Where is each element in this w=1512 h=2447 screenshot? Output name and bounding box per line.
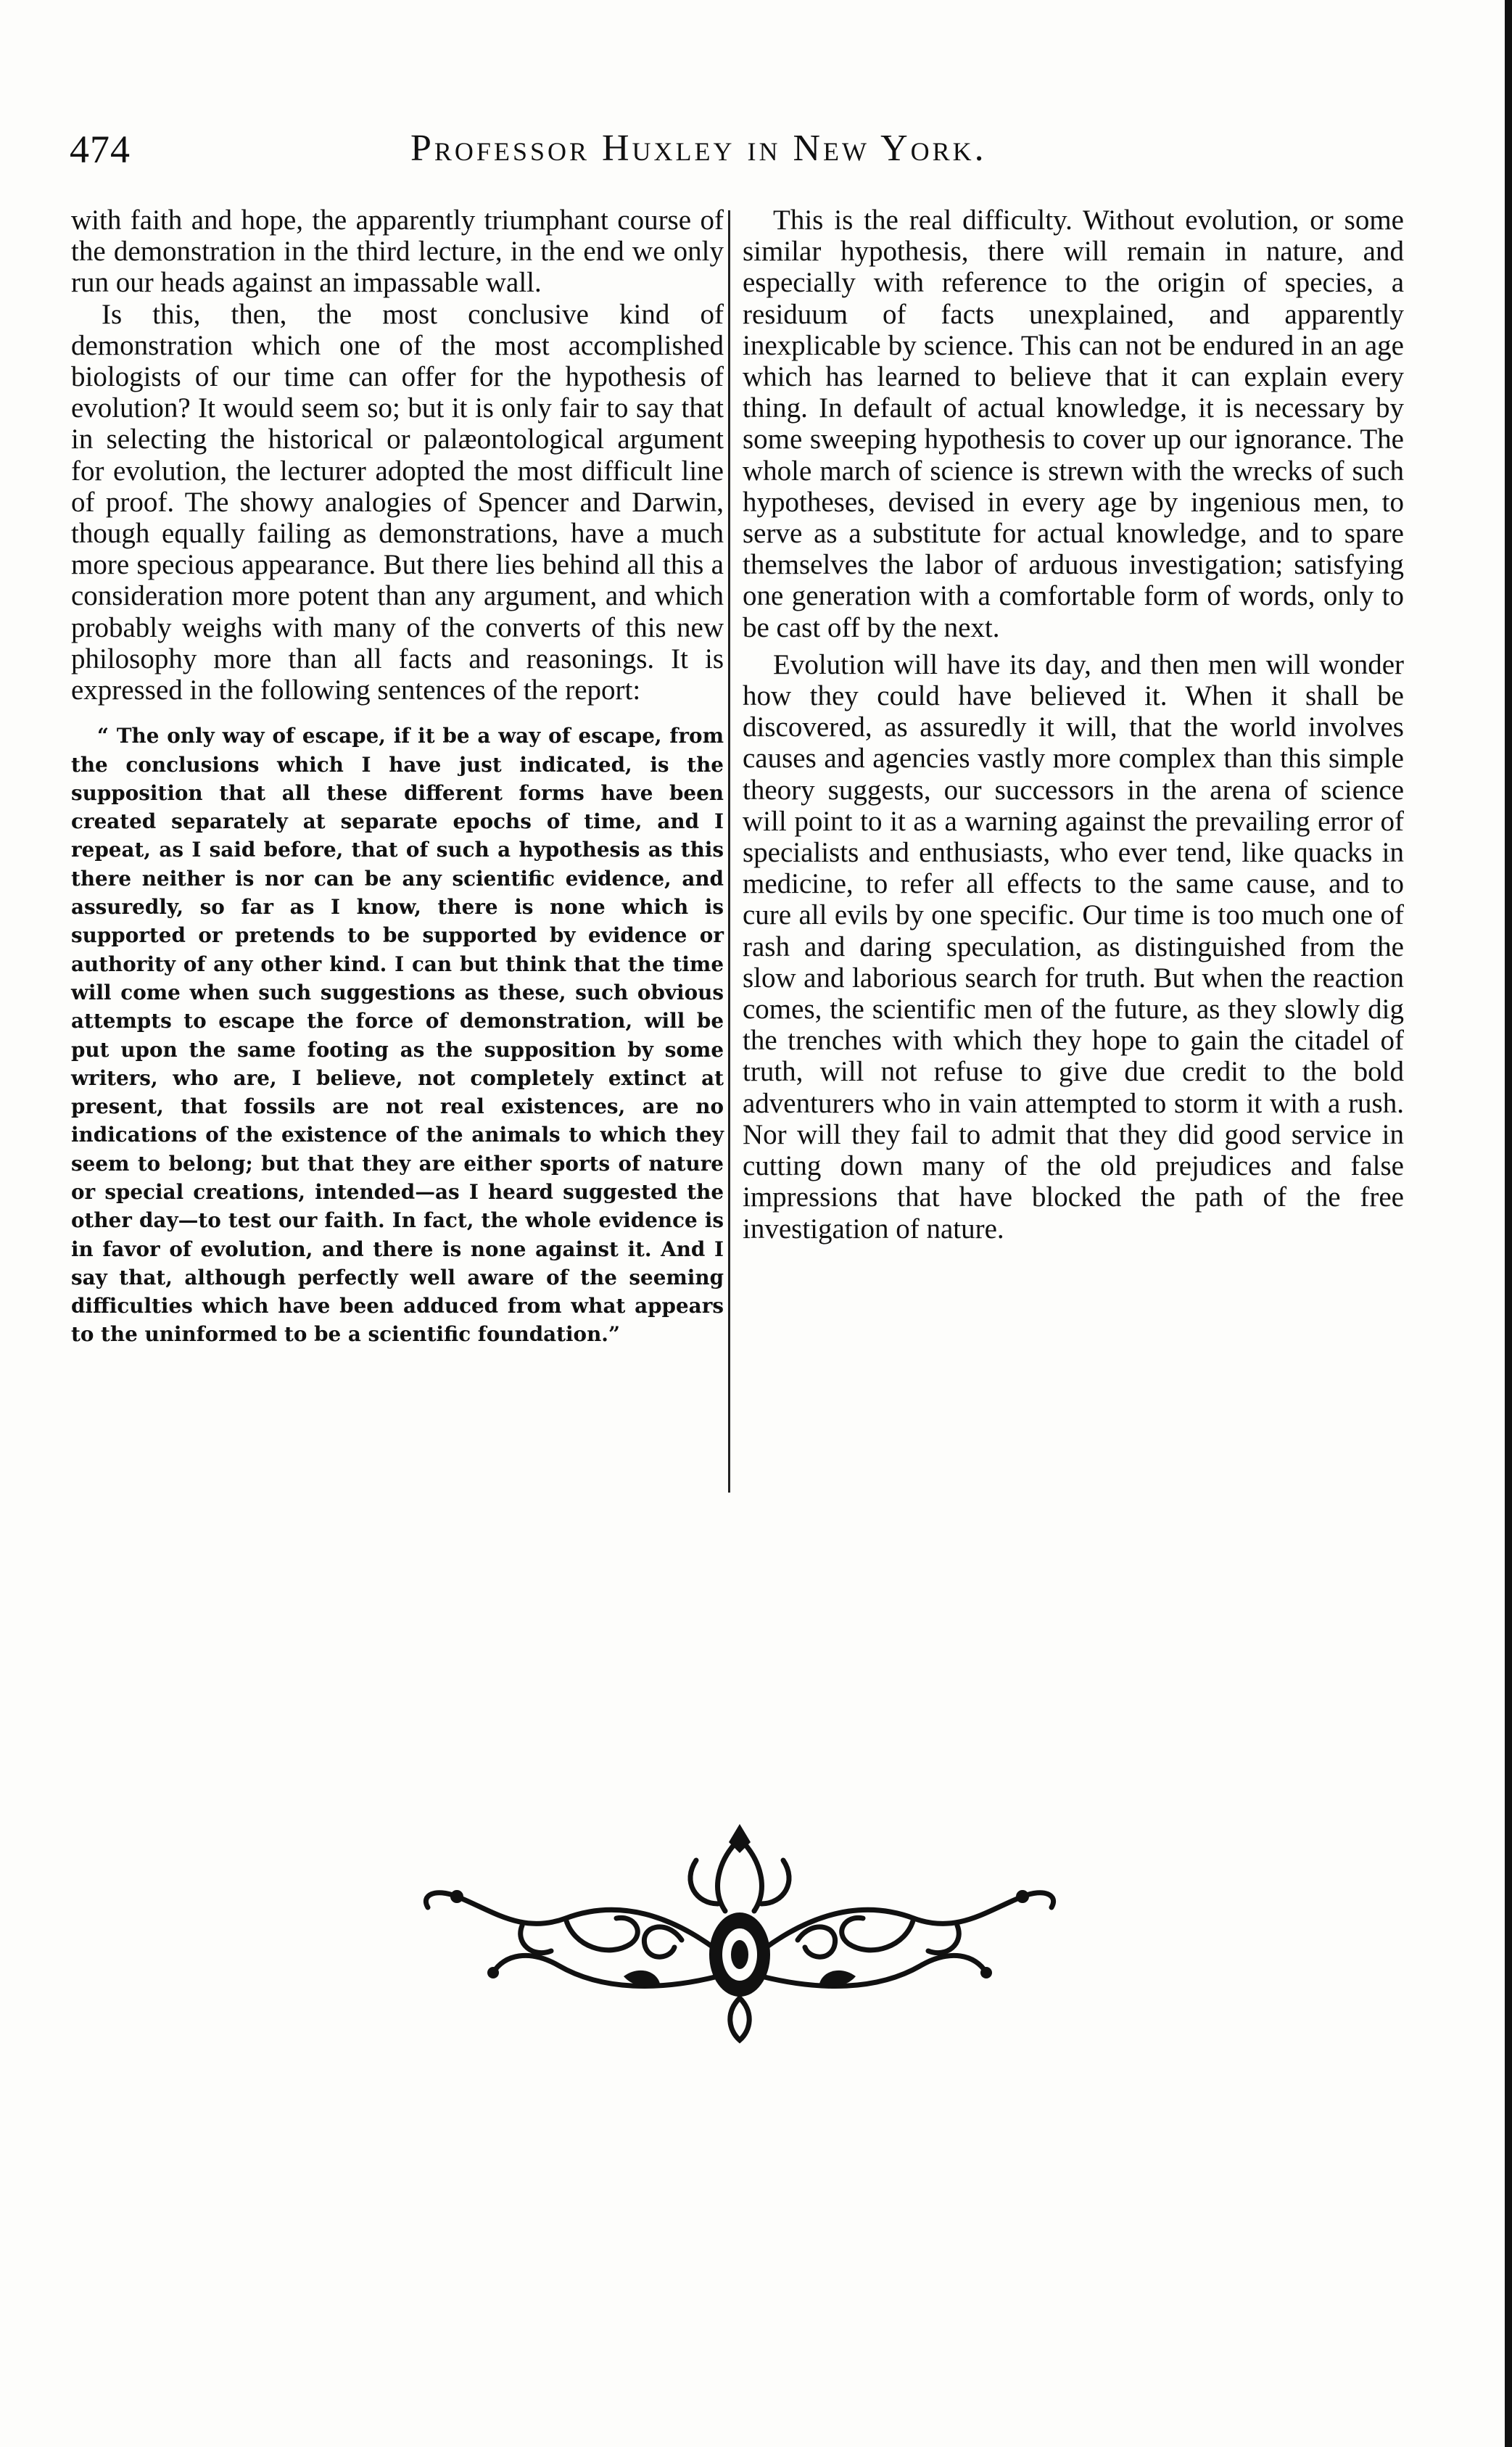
column-divider xyxy=(728,210,730,1493)
left-paragraph-1: with faith and hope, the apparently triumphant course of the demonstration in the third lecture, in the end we only run our heads against an impassable wall. xyxy=(71,205,724,299)
scrollwork-tailpiece-ornament-icon xyxy=(406,1810,1073,2049)
left-column xyxy=(71,205,724,1349)
running-head: Professor Huxley in New York. xyxy=(410,128,987,169)
right-column xyxy=(743,205,1404,1245)
left-paragraph-2: Is this, then, the most conclusive kind of demonstration which one of the most accomplished biologists of our time can offer for the hypothesis of evolution? It would seem so; but it is only fair to say that in selecting the historical or palæontological argument for evolution, the lecturer adopted the most difficult line of proof. The showy analogies of Spencer and Darwin, though equally failing as demonstrations, have a much more specious appearance. But there lies behind all this a consideration more potent than any argument, and which probably weighs with many of the converts of this new philosophy more than all facts and reasonings. It is expressed in the following sentences of the report: xyxy=(71,298,724,706)
right-paragraph-2: Evolution will have its day, and then men will wonder how they could have believed it. When it shall be discovered, as assuredly it will, that the world involves causes and agencies vastly more complex than this simple theory suggests, our successors in the arena of science will point to it as a warning against the prevailing error of specialists and enthusiasts, who ever tend, like quacks in medicine, to refer all effects to the same cause, and to cure all evils by one specific. Our time is too much one of rash and daring speculation, as distinguished from the slow and laborious search for truth. But when the reaction comes, the scientific men of the future, as they slowly dig the trenches with which they hope to gain the citadel of truth, will not refuse to give due credit to the bold adventurers who in vain attempted to storm it with a rush. Nor will they fail to admit that they did good service in cutting down many of the old prejudices and false impressions that have blocked the path of the free investigation of nature. xyxy=(743,648,1404,1245)
page-header xyxy=(70,127,1455,178)
block-quote-text: “ The only way of escape, if it be a way of escape, from the conclusions which I have just indicated, is the supposition that all these different forms have been created separately at separate epochs of time, and I repeat, as I said before, that of such a hypothesis as this there neither is nor can be any scientific evidence, and assuredly, so far as I know, there is none which is supported or pretends to be supported by evidence or authority of any other kind. I can but think that the time will come when such suggestions as these, such obvious attempts to escape the force of demonstration, will be put upon the same footing as the supposition by some writers, who are, I believe, not completely extinct at present, that fossils are not real existences, are no indications of the existence of the animals to which they seem to belong; but that they are either sports of nature or special creations, intended—as I heard suggested the other day—to test our faith. In fact, the whole evidence is in favor of evolution, and there is none against it. And I say that, although perfectly well aware of the seeming difficulties which have been adduced from what appears to the uninformed to be a scientific foundation.” xyxy=(71,724,724,1347)
block-quote xyxy=(71,722,724,1349)
right-paragraph-1: This is the real difficulty. Without evolution, or some similar hypothesis, there will remain in nature, and especially with reference to the origin of species, a residuum of facts unexplained, and apparently inexplicable by science. This can not be endured in an age which has learned to believe that it can explain every thing. In default of actual knowledge, it is necessary by some sweeping hypothesis to cover up our ignorance. The whole march of science is strewn with the wrecks of such hypotheses, devised in every age by ingenious men, to serve as a substitute for actual knowledge, and to spare themselves the labor of arduous investigation; satisfying one generation with a comfortable form of words, only to be cast off by the next. xyxy=(743,205,1404,643)
page-edge-shadow xyxy=(1505,0,1512,2447)
page-number: 474 xyxy=(70,128,131,171)
